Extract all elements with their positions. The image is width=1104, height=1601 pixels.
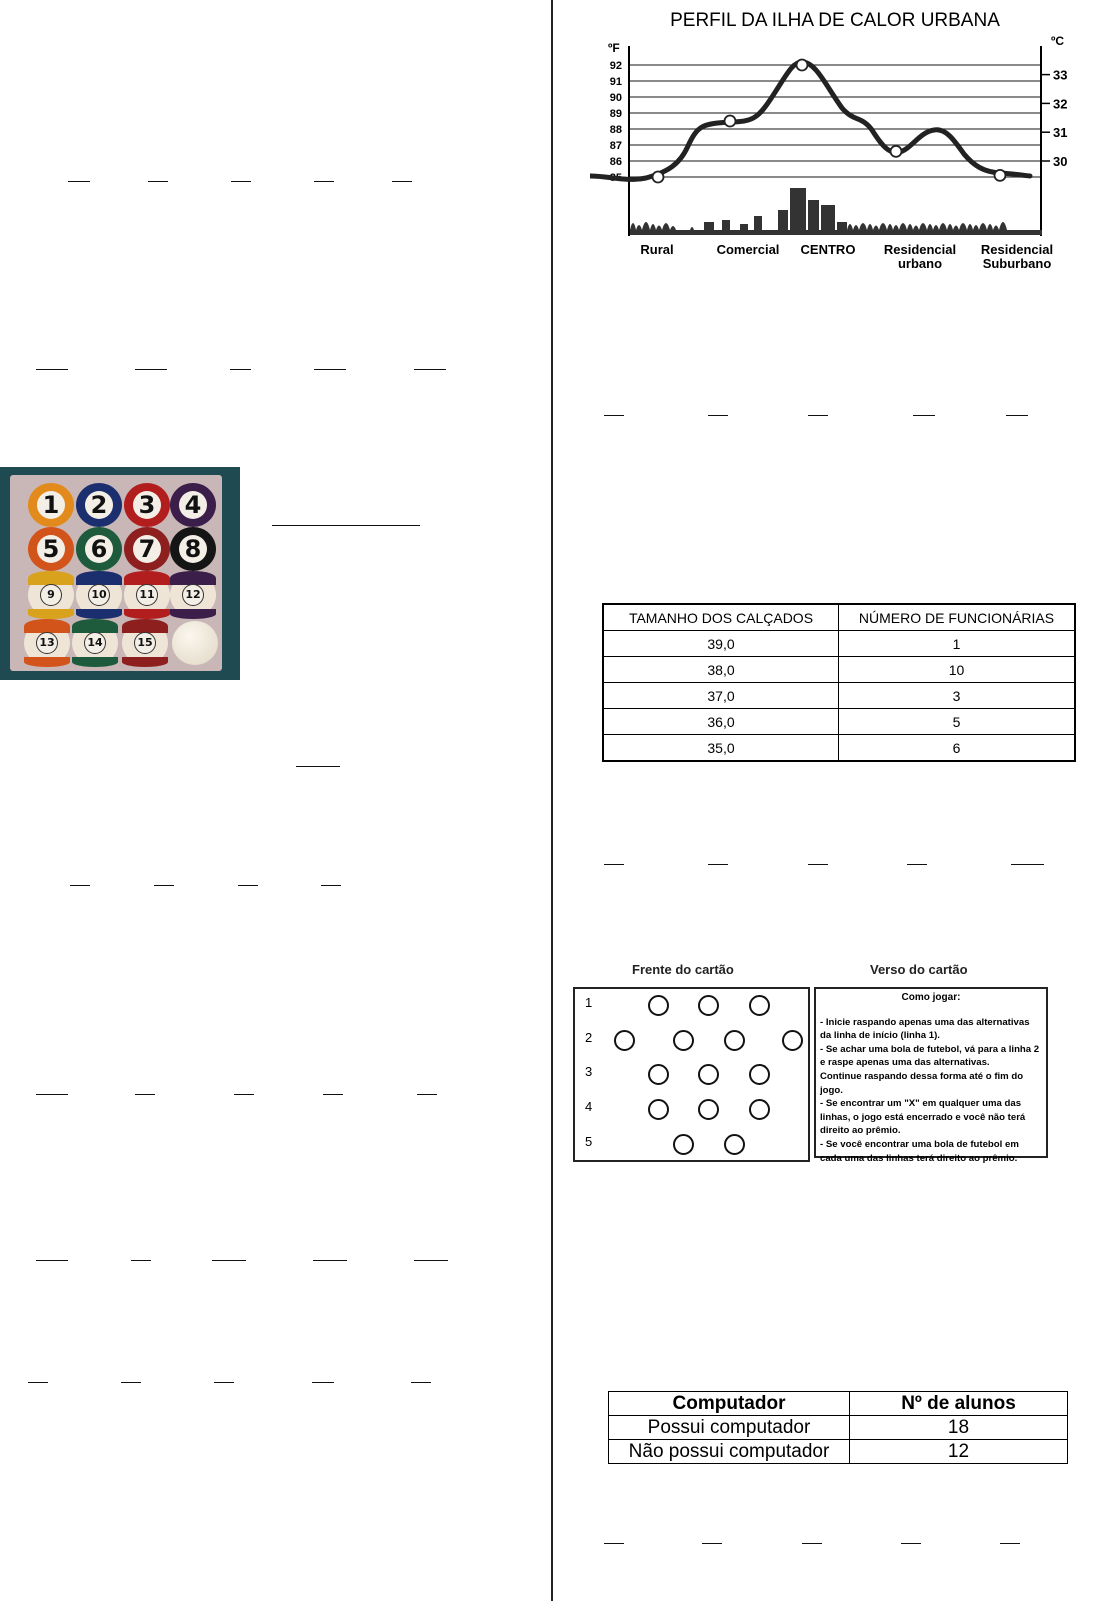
card-back-label: Verso do cartão: [870, 962, 968, 977]
answer-line: [1006, 415, 1028, 416]
table-cell: 10: [839, 657, 1076, 683]
table-header-row: [609, 1392, 1068, 1416]
data-point: [653, 172, 664, 183]
answer-line: [802, 1543, 822, 1544]
table-cell: 5: [839, 709, 1076, 735]
scratch-circle[interactable]: [698, 1064, 719, 1085]
scratch-circle[interactable]: [749, 995, 770, 1016]
answer-line: [312, 1382, 334, 1383]
skyline: [630, 188, 1042, 235]
fahrenheit-tick-label: 88: [609, 124, 622, 136]
fahrenheit-tick-label: 90: [609, 92, 622, 104]
celsius-ticks: [1041, 68, 1067, 169]
heat-island-chart: [590, 0, 1070, 285]
marked-points: [653, 60, 1006, 183]
how-to-line: Continue raspando dessa forma até o fim do jogo.: [820, 1070, 1024, 1096]
card-front-label: Frente do cartão: [632, 962, 734, 977]
answer-line: [604, 1543, 624, 1544]
scratch-circle[interactable]: [698, 995, 719, 1016]
answer-line: [808, 864, 828, 865]
answer-line: [296, 766, 340, 767]
table-row: [603, 657, 1075, 683]
table-cell: 6: [839, 735, 1076, 762]
zone-label: Suburbano: [982, 256, 1052, 271]
celsius-tick-label: 33: [1053, 67, 1068, 83]
celsius-tick-label: 31: [1053, 125, 1068, 141]
chart-title: PERFIL DA ILHA DE CALOR URBANA: [670, 10, 1000, 31]
zone-label: CENTRO: [800, 242, 856, 257]
answer-line: [212, 1260, 246, 1261]
answer-line: [392, 181, 412, 182]
table-row: [609, 1416, 1068, 1440]
ball-8: 8: [170, 527, 216, 571]
answer-line: [604, 415, 624, 416]
ball-9: 9: [28, 573, 74, 617]
temperature-curve: [590, 62, 1030, 179]
row-label: 3: [585, 1064, 593, 1079]
fahrenheit-tick-label: 86: [609, 156, 622, 168]
row-label: 2: [585, 1030, 593, 1045]
data-point: [725, 116, 736, 127]
scratch-circle[interactable]: [648, 995, 669, 1016]
ball-3: 3: [124, 483, 170, 527]
ball-13: 13: [24, 621, 70, 665]
table-cell: 35,0: [603, 735, 839, 762]
row-label: 5: [585, 1134, 593, 1149]
card-front: [573, 987, 810, 1162]
answer-line: [1011, 864, 1044, 865]
answer-line: [28, 1382, 48, 1383]
computer-table: [608, 1391, 1068, 1464]
fahrenheit-tick-label: 85: [609, 172, 622, 184]
celsius-tick-label: 32: [1053, 96, 1068, 112]
table-cell: 3: [839, 683, 1076, 709]
answer-line: [272, 525, 420, 526]
answer-line: [121, 1382, 141, 1383]
table-cell: 37,0: [603, 683, 839, 709]
table-cell: 38,0: [603, 657, 839, 683]
answer-line: [214, 1382, 234, 1383]
answer-line: [708, 415, 728, 416]
table-cell: Possui computador: [609, 1416, 850, 1440]
card-back: [814, 987, 1048, 1164]
table-cell: Não possui computador: [609, 1440, 850, 1464]
table-cell: 36,0: [603, 709, 839, 735]
scratch-circle[interactable]: [749, 1099, 770, 1120]
answer-line: [36, 1094, 68, 1095]
header-shoe-size: TAMANHO DOS CALÇADOS: [603, 604, 839, 631]
zone-label: Comercial: [716, 242, 780, 257]
data-point: [891, 146, 902, 157]
celsius-unit: ºC: [1051, 34, 1065, 48]
fahrenheit-ticks: [610, 60, 622, 184]
scratch-circle[interactable]: [614, 1030, 635, 1051]
how-to-line: - Inicie raspando apenas uma das alternativas da linha de início (linha 1).: [820, 1016, 1030, 1042]
gridlines: [629, 65, 1041, 177]
scratch-circle[interactable]: [749, 1064, 770, 1085]
pool-balls-photo: [0, 467, 240, 680]
row-label: 4: [585, 1099, 593, 1114]
answer-line: [323, 1094, 343, 1095]
ball-7: 7: [124, 527, 170, 571]
ball-tray: [10, 475, 222, 671]
ball-14: 14: [72, 621, 118, 665]
shoe-size-table: [602, 603, 1076, 762]
answer-line: [131, 1260, 151, 1261]
answer-line: [135, 369, 167, 370]
answer-line: [411, 1382, 431, 1383]
answer-line: [70, 885, 90, 886]
table-header-row: [603, 604, 1075, 631]
zone-label: Rural: [640, 242, 674, 257]
table-row: [603, 631, 1075, 657]
ball-1: 1: [28, 483, 74, 527]
answer-line: [238, 885, 258, 886]
table-row: [603, 683, 1075, 709]
fahrenheit-tick-label: 89: [609, 108, 622, 120]
scratch-circle[interactable]: [648, 1099, 669, 1120]
answer-line: [901, 1543, 921, 1544]
fahrenheit-unit: ºF: [608, 41, 620, 55]
ball-6: 6: [76, 527, 122, 571]
column-divider: [551, 0, 553, 1601]
how-to-line: - Se você encontrar uma bola de futebol em cada uma das linhas terá direito ao prêmio.: [820, 1138, 1019, 1164]
answer-line: [913, 415, 935, 416]
zone-label: urbano: [897, 256, 943, 271]
answer-line: [68, 181, 90, 182]
header-computer: Computador: [609, 1392, 850, 1416]
answer-line: [36, 369, 68, 370]
zone-label: Residencial: [883, 242, 957, 257]
answer-line: [135, 1094, 155, 1095]
ball-4: 4: [170, 483, 216, 527]
answer-line: [321, 885, 341, 886]
answer-line: [702, 1543, 722, 1544]
answer-line: [36, 1260, 68, 1261]
answer-line: [1000, 1543, 1020, 1544]
answer-line: [148, 181, 168, 182]
table-row: [603, 735, 1075, 762]
ball-12: 12: [170, 573, 216, 617]
scratch-circle[interactable]: [782, 1030, 803, 1051]
answer-line: [154, 885, 174, 886]
header-students: Nº de alunos: [850, 1392, 1068, 1416]
ball-5: 5: [28, 527, 74, 571]
data-point: [995, 170, 1006, 181]
scratch-circle[interactable]: [673, 1030, 694, 1051]
how-to-line: - Se achar uma bola de futebol, vá para a linha 2 e raspe apenas uma das alternativas.: [820, 1043, 1040, 1069]
scratch-circle[interactable]: [698, 1099, 719, 1120]
answer-line: [230, 369, 251, 370]
how-to-title: Como jogar:: [901, 992, 961, 1003]
answer-line: [414, 369, 446, 370]
answer-line: [808, 415, 828, 416]
answer-line: [907, 864, 927, 865]
fahrenheit-tick-label: 87: [609, 140, 622, 152]
scratch-circle[interactable]: [673, 1134, 694, 1155]
header-employee-count: NÚMERO DE FUNCIONÁRIAS: [839, 604, 1076, 631]
celsius-tick-label: 30: [1053, 154, 1068, 169]
answer-line: [314, 181, 334, 182]
table-cell: 12: [850, 1440, 1068, 1464]
scratch-circle[interactable]: [724, 1134, 745, 1155]
how-to-line: - Se encontrar um "X" em qualquer uma das linhas, o jogo está encerrado e você não terá direito ao prêmio.: [820, 1098, 1026, 1137]
answer-line: [414, 1260, 448, 1261]
answer-line: [314, 369, 346, 370]
ball-11: 11: [124, 573, 170, 617]
answer-line: [234, 1094, 254, 1095]
table-cell: 18: [850, 1416, 1068, 1440]
answer-line: [708, 864, 728, 865]
table-row: [603, 709, 1075, 735]
data-point: [797, 60, 808, 71]
answer-line: [313, 1260, 347, 1261]
scratch-circle[interactable]: [648, 1064, 669, 1085]
zone-labels: [640, 242, 1053, 271]
ball-10: 10: [76, 573, 122, 617]
answer-line: [417, 1094, 437, 1095]
ball-15: 15: [122, 621, 168, 665]
table-cell: 1: [839, 631, 1076, 657]
fahrenheit-tick-label: 92: [609, 60, 622, 72]
ball-2: 2: [76, 483, 122, 527]
zone-label: Residencial: [980, 242, 1054, 257]
answer-line: [604, 864, 624, 865]
scratch-circle[interactable]: [724, 1030, 745, 1051]
cue-ball: [172, 621, 218, 665]
row-label: 1: [585, 995, 593, 1010]
fahrenheit-tick-label: 91: [609, 76, 622, 88]
table-row: [609, 1440, 1068, 1464]
table-cell: 39,0: [603, 631, 839, 657]
answer-line: [231, 181, 251, 182]
